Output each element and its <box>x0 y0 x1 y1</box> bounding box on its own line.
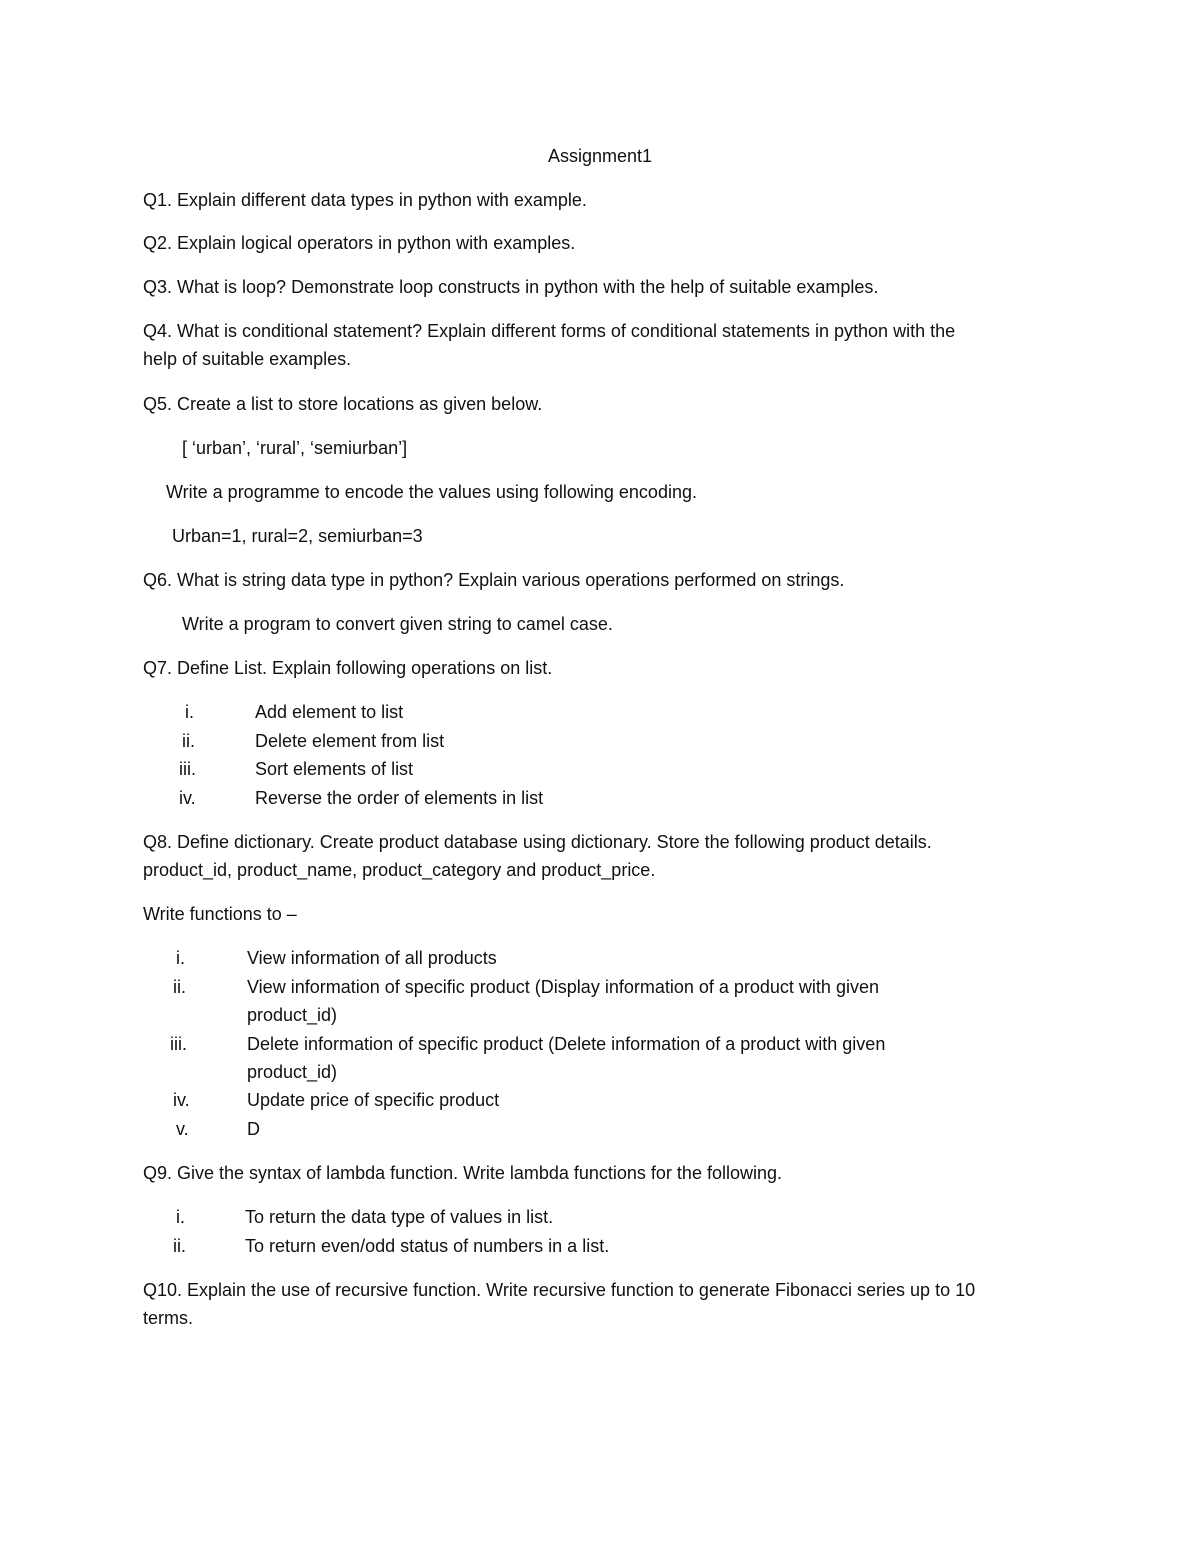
list-item-number: ii. <box>182 731 195 751</box>
list-item: Update price of specific product <box>247 1090 500 1110</box>
list-item: Delete element from list <box>255 731 445 751</box>
list-item: Delete information of specific product (Delete information of a product with given <box>247 1034 886 1054</box>
question-5-encoding: Urban=1, rural=2, semiurban=3 <box>172 526 423 546</box>
list-item: Add element to list <box>255 702 404 722</box>
list-item: View information of all products <box>247 948 497 968</box>
question-2: Q2. Explain logical operators in python with examples. <box>143 233 576 253</box>
question-6-line-2: Write a program to convert given string to camel case. <box>182 614 613 634</box>
list-item: To return even/odd status of numbers in a list. <box>245 1236 610 1256</box>
list-item: To return the data type of values in list. <box>245 1207 554 1227</box>
list-item-number: iv. <box>179 788 196 808</box>
question-7-line-1: Q7. Define List. Explain following operations on list. <box>143 658 553 678</box>
question-5-instruction: Write a programme to encode the values using following encoding. <box>166 482 697 502</box>
list-item-number: ii. <box>173 977 186 997</box>
list-item-number: iii. <box>179 759 196 779</box>
question-8-line-2: product_id, product_name, product_category and product_price. <box>143 860 656 880</box>
question-4-line-2: help of suitable examples. <box>143 349 352 369</box>
list-item-number: i. <box>176 1207 185 1227</box>
list-item-number: iii. <box>170 1034 187 1054</box>
list-item: D <box>247 1119 260 1139</box>
question-8-line-1: Q8. Define dictionary. Create product database using dictionary. Store the following product details. <box>143 832 932 852</box>
question-10-line-2: terms. <box>143 1308 194 1328</box>
page-title: Assignment1 <box>547 146 653 166</box>
list-item-number: iv. <box>173 1090 190 1110</box>
question-9-line-1: Q9. Give the syntax of lambda function. Write lambda functions for the following. <box>143 1163 782 1183</box>
list-item: View information of specific product (Display information of a product with given <box>247 977 879 997</box>
question-4-line-1: Q4. What is conditional statement? Explain different forms of conditional statements in python with the <box>143 321 956 341</box>
question-6-line-1: Q6. What is string data type in python? Explain various operations performed on strings. <box>143 570 845 590</box>
list-item-number: i. <box>185 702 194 722</box>
list-item: Reverse the order of elements in list <box>255 788 544 808</box>
list-item-number: ii. <box>173 1236 186 1256</box>
list-item-continuation: product_id) <box>247 1062 338 1082</box>
question-3: Q3. What is loop? Demonstrate loop constructs in python with the help of suitable examples. <box>143 277 879 297</box>
list-item-number: i. <box>176 948 185 968</box>
question-10-line-1: Q10. Explain the use of recursive function. Write recursive function to generate Fibonacci series up to 10 <box>143 1280 976 1300</box>
list-item-continuation: product_id) <box>247 1005 338 1025</box>
list-item-number: v. <box>176 1119 189 1139</box>
question-8-intro: Write functions to – <box>143 904 297 924</box>
list-item: Sort elements of list <box>255 759 414 779</box>
question-1: Q1. Explain different data types in python with example. <box>143 190 587 210</box>
question-5-line-1: Q5. Create a list to store locations as given below. <box>143 394 543 414</box>
question-5-list: [ ‘urban’, ‘rural’, ‘semiurban’] <box>182 438 408 458</box>
